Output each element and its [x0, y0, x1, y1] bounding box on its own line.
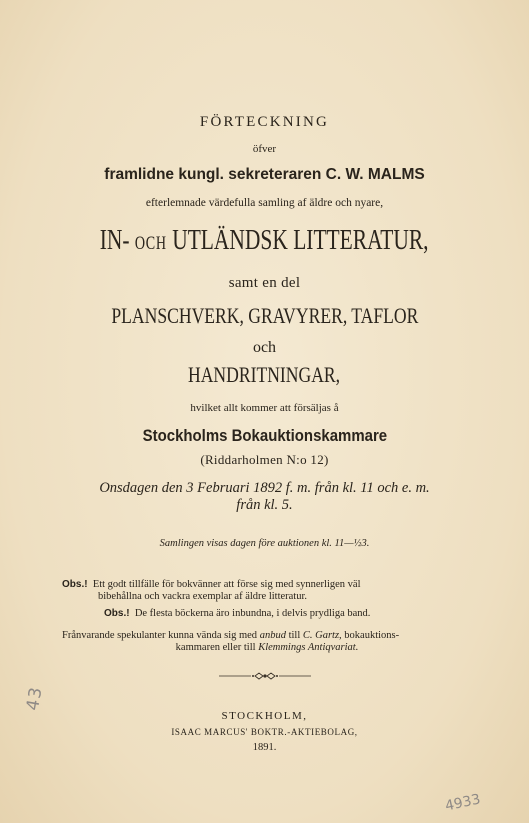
imprint-city: STOCKHOLM, — [221, 710, 308, 722]
main-heading — [0, 224, 529, 257]
obs-label: Obs.! — [104, 608, 130, 619]
over-word: öfver — [252, 143, 277, 155]
planschverk-text: PLANSCHVERK, GRAVYRER, TAFLOR — [111, 303, 418, 328]
obs-note-2 — [104, 607, 514, 620]
handritningar-line — [0, 362, 529, 388]
venue-name — [0, 426, 529, 446]
absent-till: till — [288, 630, 301, 641]
deceased-line: framlidne kungl. sekreteraren C. W. MALMS — [104, 166, 425, 183]
planschverk-line — [0, 303, 529, 329]
obs-label: Obs.! — [62, 579, 88, 590]
samt-line: samt en del — [228, 275, 301, 291]
venue-text: Stockholms Bokauktionskammare — [142, 426, 387, 445]
date-line-1: Onsdagen den 3 Februari 1892 f. m. från kl. 11 och e. m. — [99, 480, 430, 496]
pencil-note-bottom-right: 4933 — [443, 791, 482, 815]
absent-bokauktions: bokauktions- — [344, 630, 400, 641]
imprint-year: 1891. — [252, 742, 277, 753]
absent-kammaren: kammaren eller till — [175, 642, 256, 653]
obs-2-text: De flesta böckerna äro inbundna, i delvis prydliga band. — [134, 608, 371, 619]
obs-1-line-2: bibehållna och vackra exemplar af äldre litteratur. — [98, 591, 308, 602]
venue-address: (Riddarholmen N:o 12) — [200, 452, 329, 467]
absent-text-a: Frånvarande spekulanter kunna vända sig med — [62, 630, 258, 641]
viewing-note: Samlingen visas dagen före auktionen kl. 11—½3. — [159, 538, 370, 549]
pencil-note-left: 4 3 — [22, 687, 47, 713]
absent-anbud: anbud — [259, 630, 286, 641]
document-title: FÖRTECKNING — [199, 114, 330, 130]
collection-description: efterlemnade värdefulla samling af äldre och nyare, — [145, 197, 384, 209]
imprint-printer: ISAAC MARCUS' BOKTR.-AKTIEBOLAG, — [171, 727, 358, 737]
obs-1-line-1: Ett godt tillfälle för bokvänner att förse sig med synnerligen väl — [92, 579, 361, 590]
heading-in: IN- — [100, 224, 130, 256]
divider-ornament — [217, 670, 313, 682]
absent-line-2 — [62, 641, 472, 654]
sale-line: hvilket allt kommer att försäljas å — [190, 402, 339, 414]
date-line-2: från kl. 5. — [236, 497, 293, 513]
heading-rest: UTLÄNDSK LITTERATUR, — [172, 224, 429, 256]
absent-gartz: C. Gartz, — [302, 630, 342, 641]
handritningar-text: HANDRITNINGAR, — [188, 362, 341, 387]
och-line: och — [252, 339, 277, 356]
heading-och: OCH — [135, 233, 168, 254]
absent-klemmings: Klemmings Antiqvariat. — [258, 642, 359, 653]
